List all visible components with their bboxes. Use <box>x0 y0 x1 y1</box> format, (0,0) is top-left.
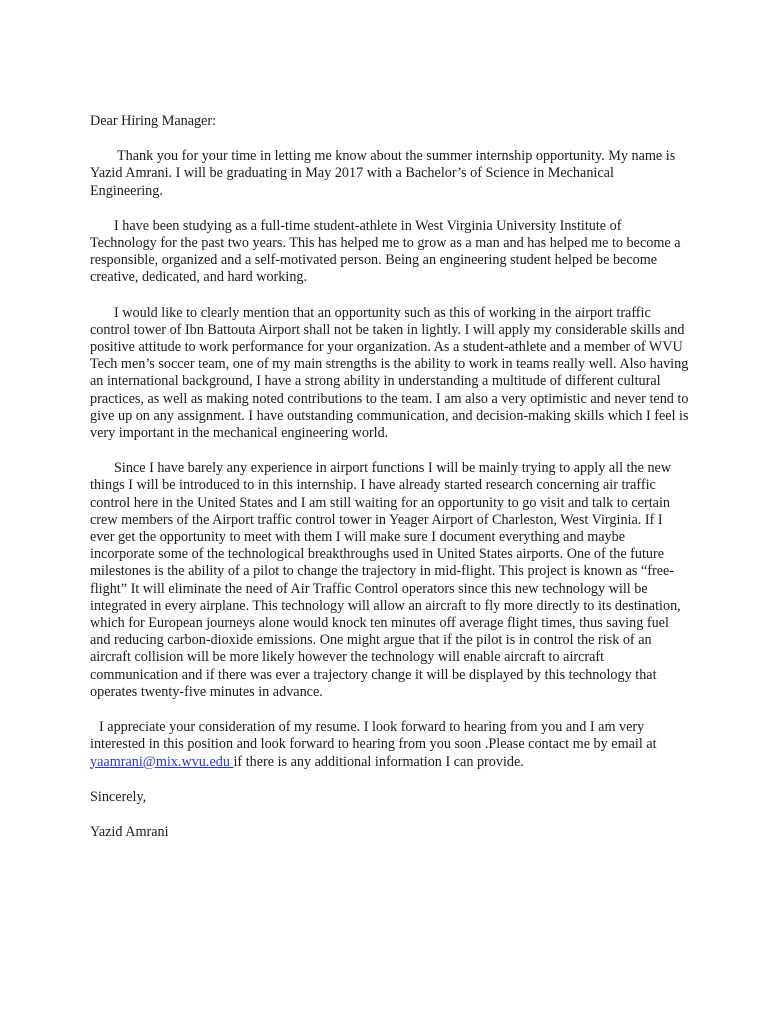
paragraph-background: I have been studying as a full-time student-athlete in West Virginia University Institute of Technology for the past two years. This has helped me to grow as a man and has helped me to become a responsible, organized and a self-motivated person. Being an engineering student helped be become creative, dedicated, and hard working. <box>90 217 681 286</box>
email-link[interactable]: yaamrani@mix.wvu.edu <box>90 753 234 770</box>
paragraph-contact <box>90 719 690 771</box>
paragraph-intro: Thank you for your time in letting me know about the summer internship opportunity. My name is Yazid Amrani. I will be graduating in May 2017 with a Bachelor’s of Science in Mechanical Engineering. <box>90 148 676 199</box>
paragraph-strengths: I would like to clearly mention that an opportunity such as this of working in the airport traffic control tower of Ibn Battouta Airport shall not be taken in lightly. I will apply my considerable skills and positive attitude to work performance for your organization. As a student-athlete and a member of WVU Tech men’s soccer team, one of my main strengths is the ability to work in teams really well. Also having an international background, I have a strong ability in understanding a multitude of different cultural practices, as well as making noted contributions to the team. I am also a very optimistic and never tend to give up on any assignment. I have outstanding communication, and decision-making skills which I feel is very important in the mechanical engineering world. <box>90 304 689 442</box>
paragraph-experience: Since I have barely any experience in airport functions I will be mainly trying to apply all the new things I will be introduced to in this internship. I have already started research concerning air traffic control here in the United States and I am still waiting for an opportunity to go visit and talk to certain crew members of the Airport traffic control tower in Yeager Airport of Charleston, West Virginia. If I ever get the opportunity to meet with them I will make sure I document everything and maybe incorporate some of the technological breakthroughs used in United States airports. One of the future milestones is the ability of a pilot to change the trajectory in mid-flight. This project is known as “free-flight” It will eliminate the need of Air Traffic Control operators since this new technology will be integrated in every airplane. This technology will allow an aircraft to fly more directly to its destination, which for European journeys alone would knock ten minutes off average flight times, thus saving fuel and reducing carbon-dioxide emissions. One might argue that if the pilot is in control the risk of an aircraft collision will be more likely however the technology will enable aircraft to aircraft communication and if there was ever a trajectory change it will be displayed by this technology that operates twenty-five minutes in advance. <box>90 460 681 700</box>
salutation: Dear Hiring Manager: <box>90 113 217 129</box>
closing: Sincerely, <box>90 788 147 805</box>
contact-text-before: I appreciate your consideration of my resume. I look forward to hearing from you and I am very interested in this position and look forward to hearing from you soon .Please contact me by email at <box>90 719 657 753</box>
signature-name: Yazid Amrani <box>90 823 169 840</box>
cover-letter <box>90 113 690 841</box>
contact-text-after: if there is any additional information I can provide. <box>233 753 524 770</box>
